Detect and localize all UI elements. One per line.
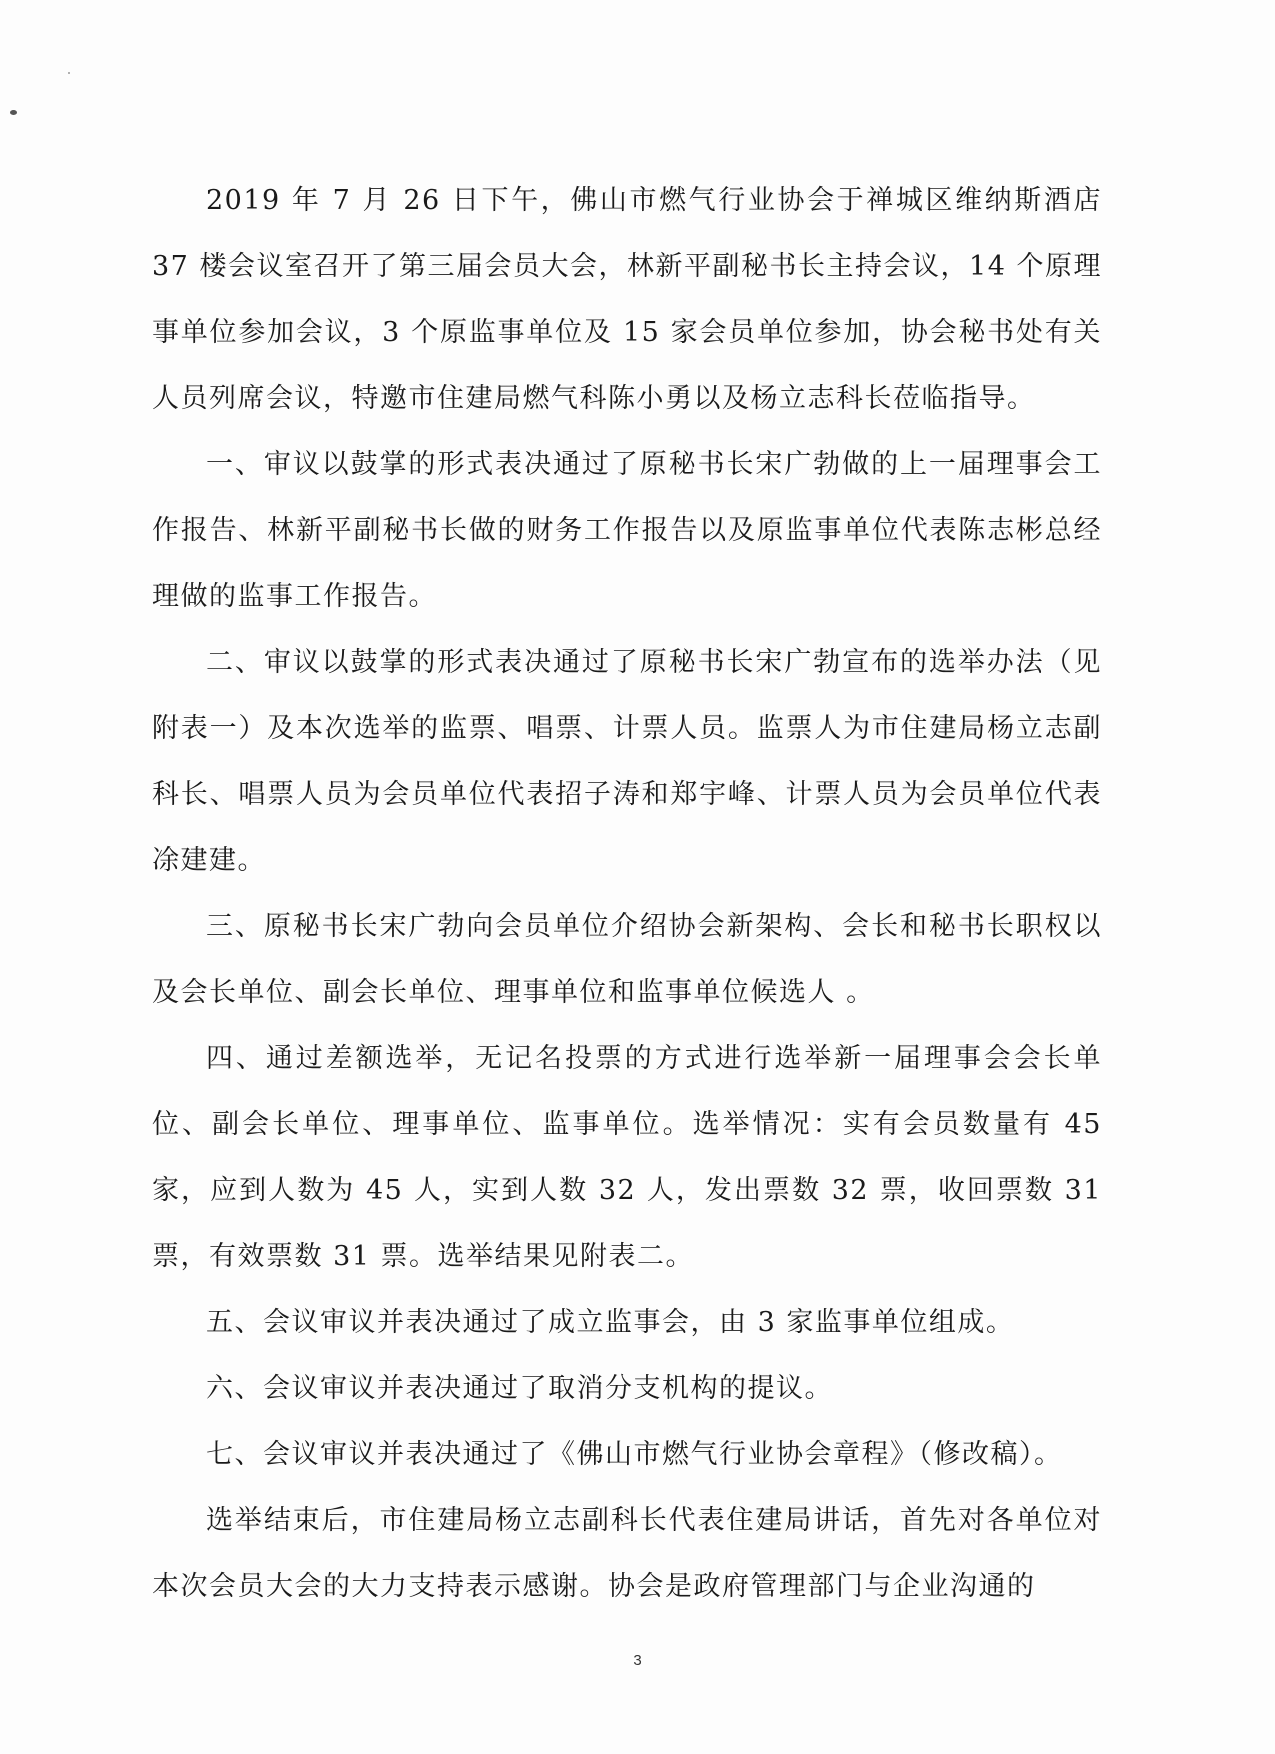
paragraph-item-5: 五、会议审议并表决通过了成立监事会，由 3 家监事单位组成。 <box>206 1307 1015 1338</box>
paragraph-item-2: 二、审议以鼓掌的形式表决通过了原秘书长宋广勃宣布的选举办法（见附表一）及本次选举的监票、唱票、计票人员。监票人为市住建局杨立志副科长、唱票人员为会员单位代表招子涛和郑宇峰、计票人员为会员单位代表凃建建。 <box>152 647 1102 876</box>
document-body <box>152 168 1102 1620</box>
paragraph-item-4: 四、通过差额选举，无记名投票的方式进行选举新一届理事会会长单位、副会长单位、理事单位、监事单位。选举情况：实有会员数量有 45 家，应到人数为 45 人，实到人数 32 人，发出票数 32 票，收回票数 31 票，有效票数 31 票。选举结果见附表二。 <box>152 1043 1102 1272</box>
paragraph-item-7: 七、会议审议并表决通过了《佛山市燃气行业协会章程》（修改稿）。 <box>206 1439 1063 1470</box>
scan-speck <box>10 110 17 115</box>
paragraph-item-1: 一、审议以鼓掌的形式表决通过了原秘书长宋广勃做的上一届理事会工作报告、林新平副秘书长做的财务工作报告以及原监事单位代表陈志彬总经理做的监事工作报告。 <box>152 449 1102 612</box>
paragraph-meeting-summary: 2019 年 7 月 26 日下午，佛山市燃气行业协会于禅城区维纳斯酒店 37 楼会议室召开了第三届会员大会，林新平副秘书长主持会议，14 个原理事单位参加会议，3 个原监事单位及 15 家会员单位参加，协会秘书处有关人员列席会议，特邀市住建局燃气科陈小勇以及杨立志科长莅临指导。 <box>152 185 1102 414</box>
scan-speck <box>68 72 70 74</box>
page-number: 3 <box>633 1652 642 1669</box>
paragraph-item-3: 三、原秘书长宋广勃向会员单位介绍协会新架构、会长和秘书长职权以及会长单位、副会长单位、理事单位和监事单位候选人 。 <box>152 911 1102 1008</box>
paragraph-item-6: 六、会议审议并表决通过了取消分支机构的提议。 <box>206 1373 833 1404</box>
paragraph-closing: 选举结束后，市住建局杨立志副科长代表住建局讲话，首先对各单位对本次会员大会的大力支持表示感谢。协会是政府管理部门与企业沟通的 <box>152 1505 1102 1602</box>
